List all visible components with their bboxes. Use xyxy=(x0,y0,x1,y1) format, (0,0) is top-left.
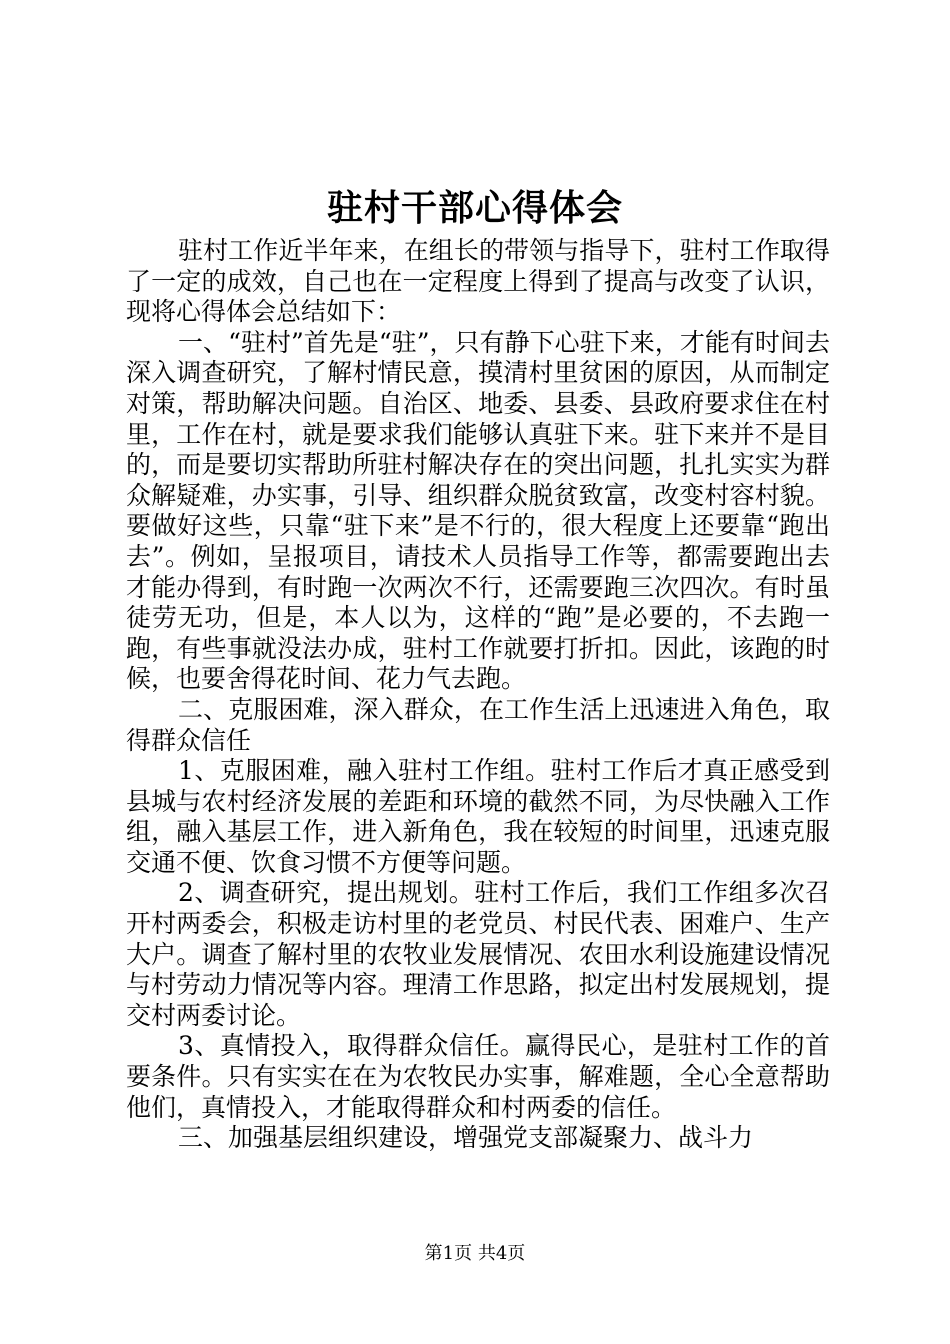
document-body xyxy=(126,236,830,1154)
paragraph-section-one: 一、“驻村”首先是“驻”，只有静下心驻下来，才能有时间去深入调查研究，了解村情民意，摸清村里贫困的原因，从而制定对策，帮助解决问题。自治区、地委、县委、县政府要求住在村里，工作在村，就是要求我们能够认真驻下来。驻下来并不是目的，而是要切实帮助所驻村解决存在的突出问题，扎扎实实为群众解疑难，办实事，引导、组织群众脱贫致富，改变村容村貌。要做好这些，只靠“驻下来”是不行的，很大程度上还要靠“跑出去”。例如，呈报项目，请技术人员指导工作等，都需要跑出去才能办得到，有时跑一次两次不行，还需要跑三次四次。有时虽徒劳无功，但是，本人以为，这样的“跑”是必要的，不去跑一跑，有些事就没法办成，驻村工作就要打折扣。因此，该跑的时候，也要舍得花时间、花力气去跑。 xyxy=(126,327,830,694)
paragraph-section-two-heading: 二、克服困难，深入群众，在工作生活上迅速进入角色，取得群众信任 xyxy=(126,694,830,755)
page-number-footer: 第1页 共4页 xyxy=(424,1243,526,1264)
paragraph-intro: 驻村工作近半年来，在组长的带领与指导下，驻村工作取得了一定的成效，自己也在一定程度上得到了提高与改变了认识，现将心得体会总结如下： xyxy=(126,236,830,327)
paragraph-item-2: 2、调查研究，提出规划。驻村工作后，我们工作组多次召开村两委会，积极走访村里的老党员、村民代表、困难户、生产大户。调查了解村里的农牧业发展情况、农田水利设施建设情况与村劳动力情况等内容。理清工作思路，拟定出村发展规划，提交村两委讨论。 xyxy=(126,878,830,1030)
paragraph-item-3: 3、真情投入，取得群众信任。赢得民心，是驻村工作的首要条件。只有实实在在为农牧民办实事，解难题，全心全意帮助他们，真情投入，才能取得群众和村两委的信任。 xyxy=(126,1031,830,1122)
paragraph-section-three-heading: 三、加强基层组织建设，增强党支部凝聚力、战斗力 xyxy=(178,1123,754,1153)
document-title: 驻村干部心得体会 xyxy=(326,187,623,229)
paragraph-item-1: 1、克服困难，融入驻村工作组。驻村工作后才真正感受到县城与农村经济发展的差距和环境的截然不同，为尽快融入工作组，融入基层工作，进入新角色，我在较短的时间里，迅速克服交通不便、饮食习惯不方便等问题。 xyxy=(126,756,830,877)
